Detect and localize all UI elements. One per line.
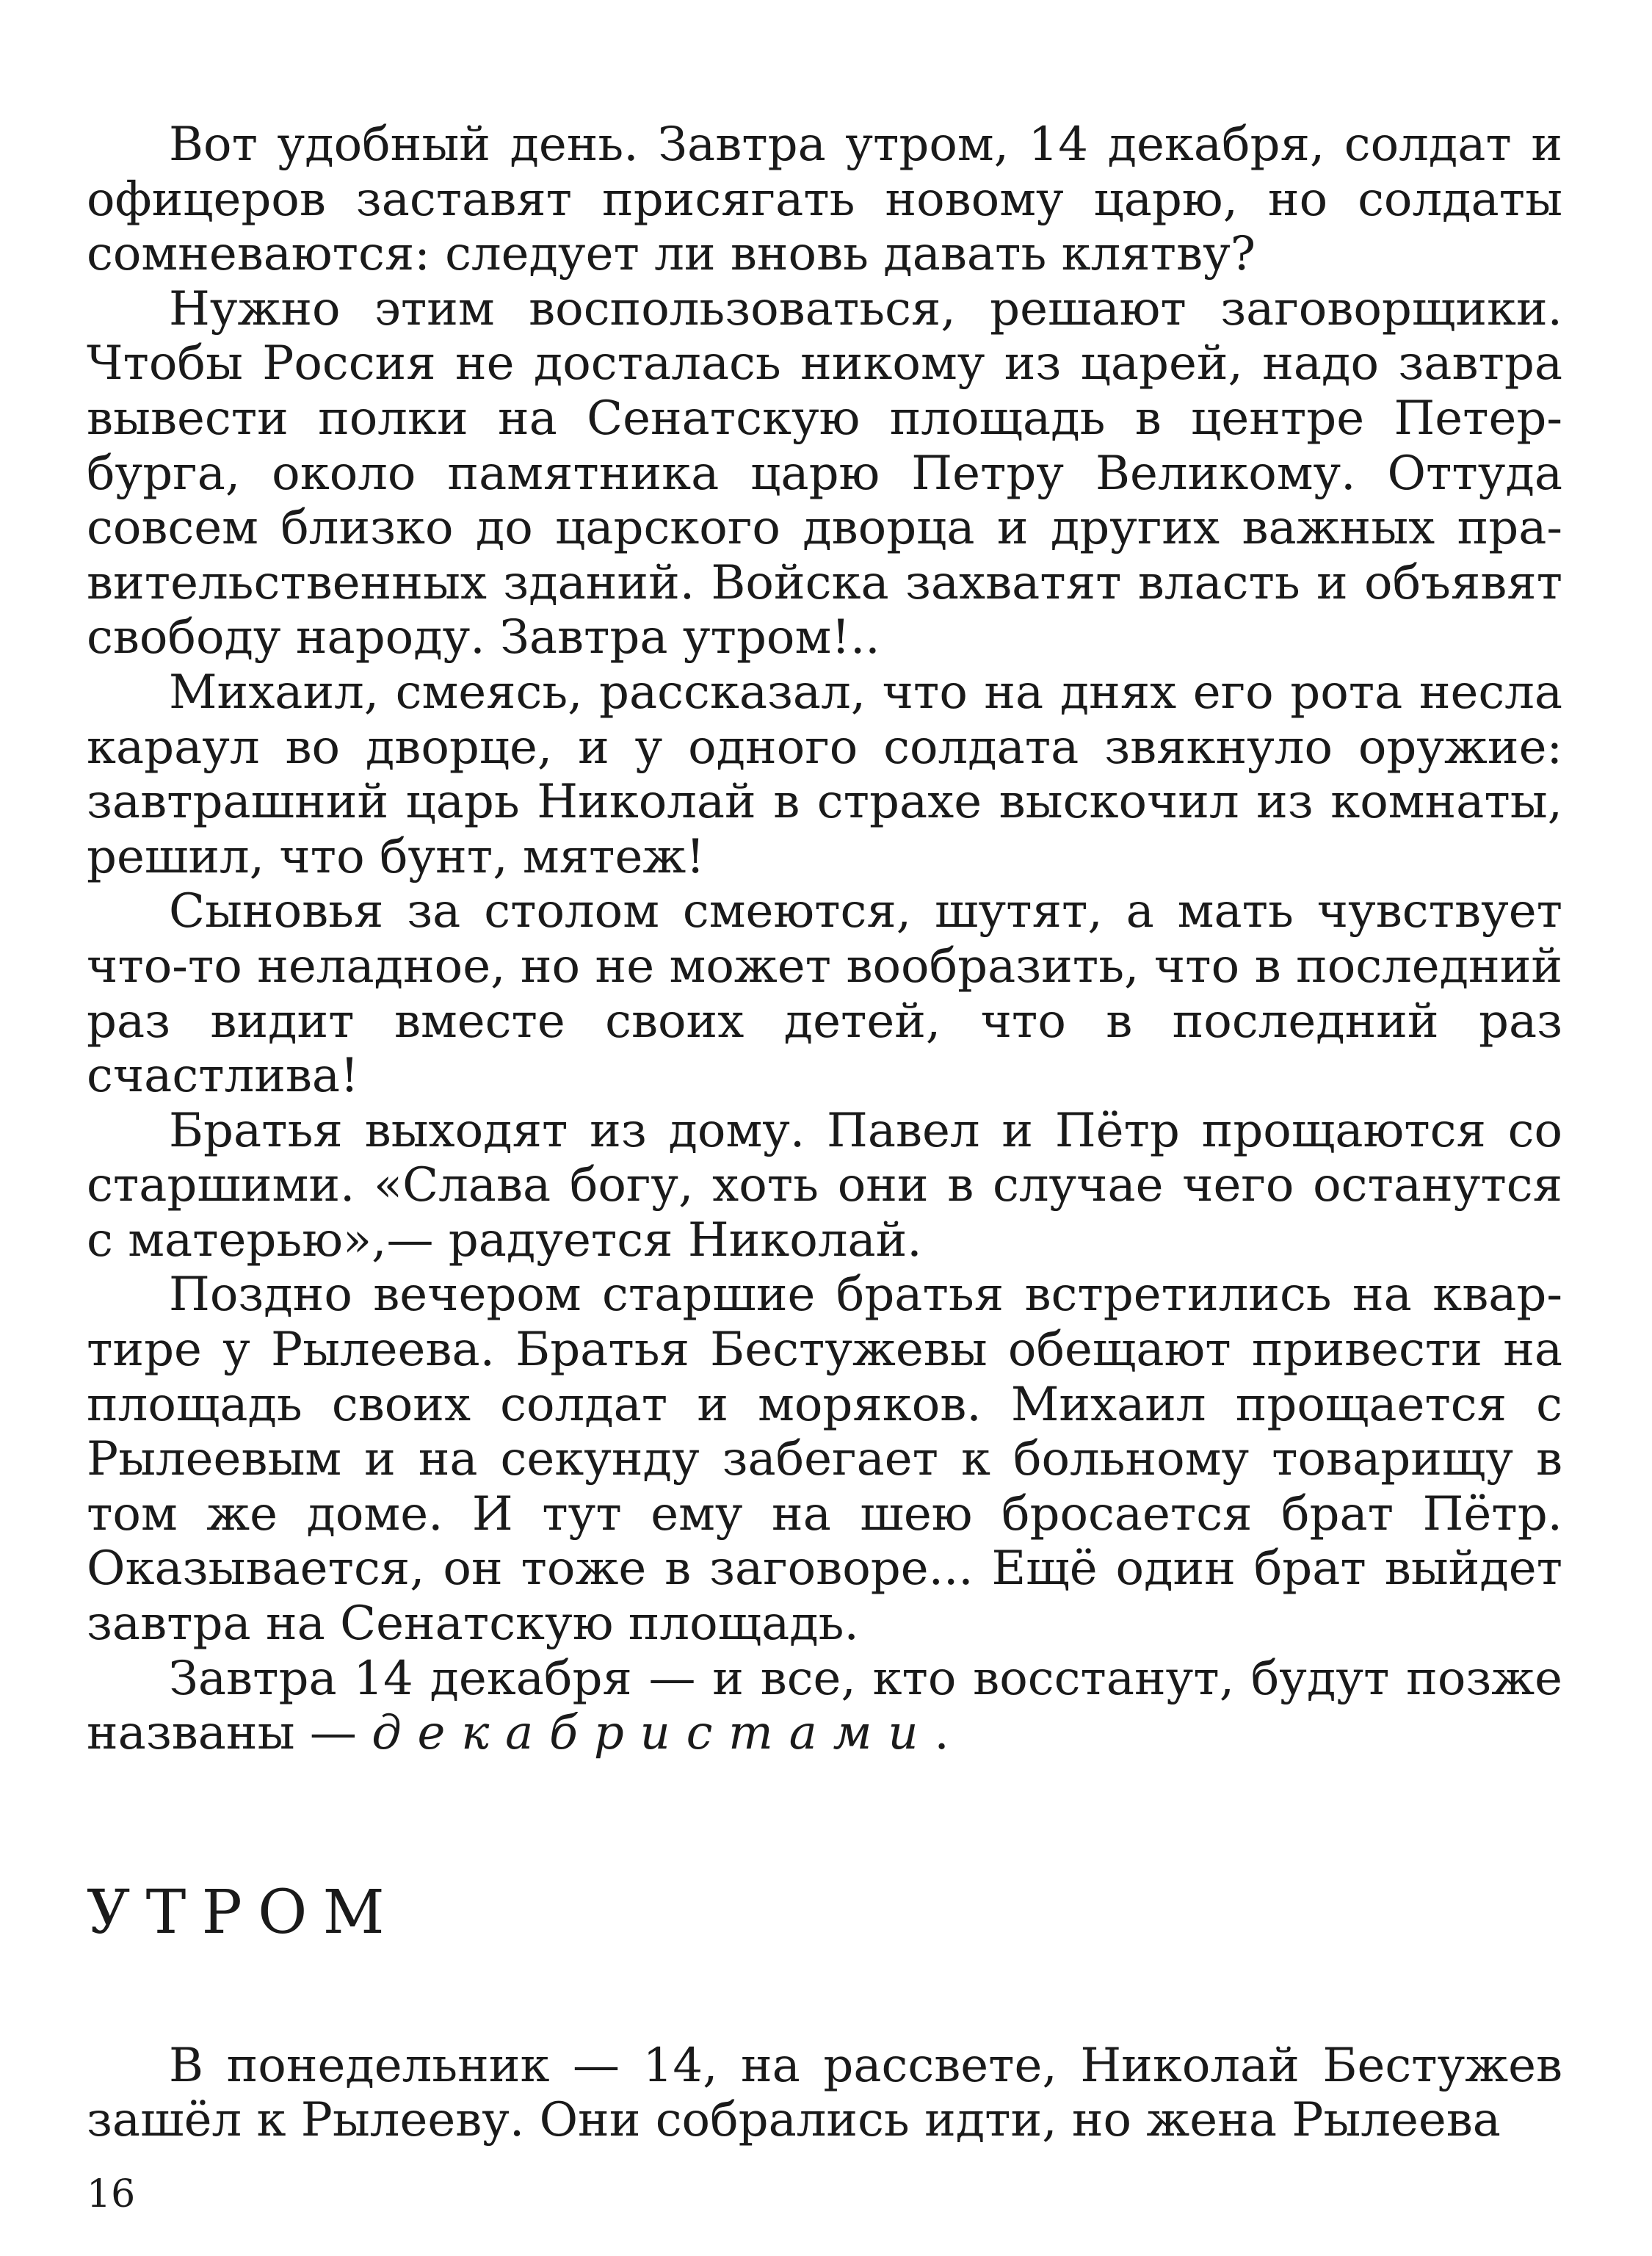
paragraph-1: Вот удобный день. Завтра утром, 14 декабря, солдат и офицеров заставят присягать новому царю, но солдаты сомневаются: следует ли вновь давать клятву? xyxy=(87,118,1562,282)
paragraph-3: Михаил, смеясь, рассказал, что на днях его рота несла караул во дворце, и у одного солдата звякнуло оружие: завтрашний царь Николай в страхе выскочил из комнаты, решил, что бунт, мятеж! xyxy=(87,665,1562,884)
paragraph-5: Братья выходят из дому. Павел и Пётр прощаются со старшими. «Слава богу, хоть они в случае чего останутся с матерью»,— радуется Николай. xyxy=(87,1103,1562,1268)
emphasis-word: декабристами xyxy=(372,1706,935,1761)
paragraph-7-text: Завтра 14 декабря — и все, кто восстанут, будут позже названы — xyxy=(87,1651,1562,1761)
paragraph-7 xyxy=(87,1652,1562,1761)
chapter-title: УТРОМ xyxy=(87,1877,400,1948)
page-number: 16 xyxy=(87,2172,136,2216)
chapter-first-paragraph: В понедельник — 14, на рассвете, Николай Бестужев зашёл к Рылееву. Они собрались идти, но жена Рылеева xyxy=(87,2038,1562,2148)
paragraph-4: Сыновья за столом смеются, шутят, а мать чувствует что-то неладное, но не может вообразить, что в последний раз видит вместе своих детей, что в последний раз счастлива! xyxy=(87,884,1562,1104)
paragraph-6: Поздно вечером старшие братья встретились на квартире у Рылеева. Братья Бестужевы обещают привести на площадь своих солдат и моряков. Михаил прощается с Рылеевым и на секунду забегает к больному товарищу в том же доме. И тут ему на шею бросается брат Пётр. Оказывается, он тоже в заговоре... Ещё один брат выйдет завтра на Сенатскую площадь. xyxy=(87,1268,1562,1652)
book-page xyxy=(87,118,1562,2148)
paragraph-2: Нужно этим воспользоваться, решают заговорщики. Чтобы Россия не досталась никому из царей, надо завтра вывести полки на Сенатскую площадь в центре Петербурга, около памятника царю Петру Великому. Оттуда совсем близко до царского дворца и других важных правительственных зданий. Войска захватят власть и объявят свободу народу. Завтра утром!.. xyxy=(87,281,1562,665)
paragraph-7-end: . xyxy=(934,1706,949,1761)
